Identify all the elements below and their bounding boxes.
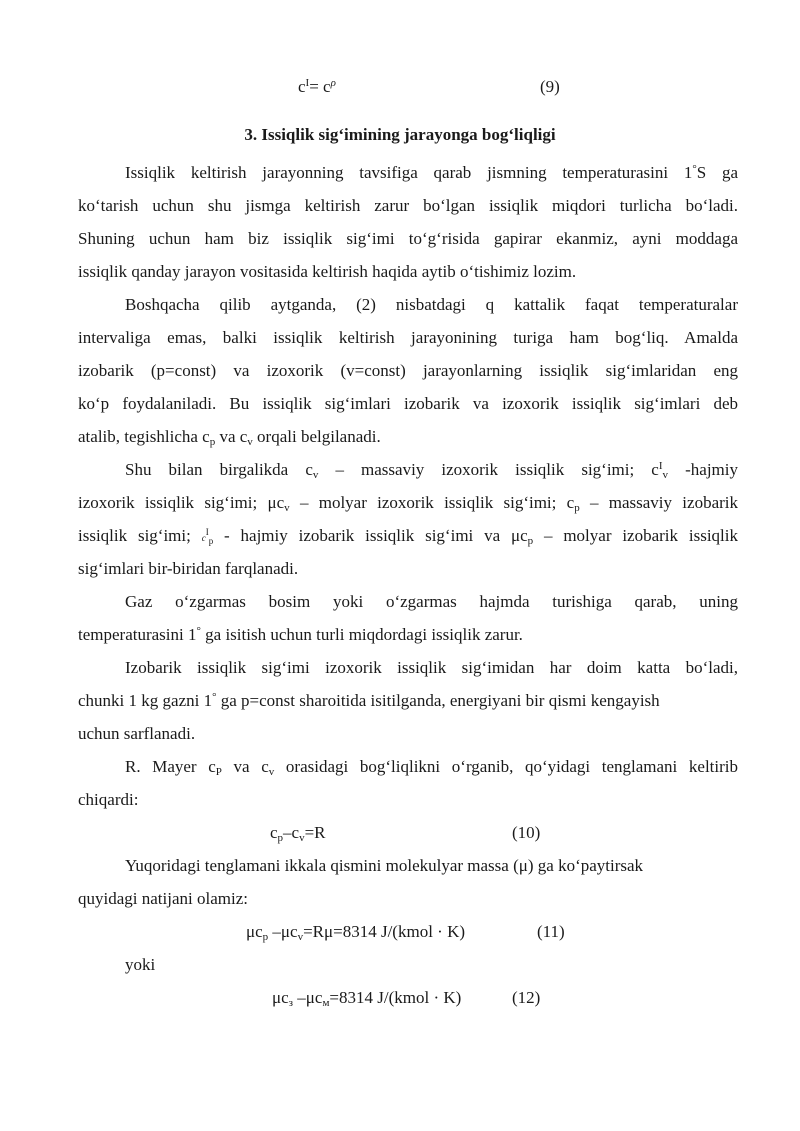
p6-line-2: chiqardi:: [78, 790, 139, 809]
p5-line-1: Izobarik issiqlik sig‘imi izoxorik issiqlik sig‘imidan har doim katta bo‘ladi,: [125, 658, 738, 677]
p1-line-1: Issiqlik keltirish jarayonning tavsifiga qarab jismning temperaturasini 1°S ga: [125, 163, 738, 182]
p3-line-3: issiqlik sig‘imi; $c^I_p$ - hajmiy izobarik issiqlik sig‘imi va $\mu c_p$ – molyar izobarik issiqlik: [78, 526, 738, 547]
p2-line-5: atalib, tegishlicha $c_p$ va $c_v$ orqali belgilanadi.: [78, 427, 381, 448]
p5-line-2: chunki 1 kg gazni 1° ga p=const sharoitida isitilganda, energiyani bir qismi kengayish: [78, 691, 660, 710]
equation-11-number: (11): [537, 922, 565, 941]
equation-12-number: (12): [512, 988, 541, 1007]
p1-line-2: ko‘tarish uchun shu jismga keltirish zarur bo‘lgan issiqlik miqdori turlicha bo‘ladi.: [78, 196, 738, 215]
p5-line-3: uchun sarflanadi.: [78, 724, 196, 743]
yoki-text: yoki: [125, 955, 156, 974]
p4-line-1: Gaz o‘zgarmas bosim yoki o‘zgarmas hajmda turishiga qarab, uning: [125, 592, 738, 611]
p7-line-1: Yuqoridagi tenglamani ikkala qismini molekulyar massa (μ) ga ko‘paytirsak: [125, 856, 644, 875]
p2-line-1: Boshqacha qilib aytganda, (2) nisbatdagi q kattalik faqat temperaturalar: [125, 295, 738, 314]
equation-12: $\mu c_з$ $-\mu c_м=8314$ J/(kmol · K): [272, 988, 462, 1009]
p1-line-4: issiqlik qanday jarayon vositasida keltirish haqida aytib o‘tishimiz lozim.: [78, 262, 577, 281]
p6-line-1: R. Mayer $c_P$ va $c_v$ orasidagi bog‘liqlikni o‘rganib, qo‘yidagi tenglamani keltirib: [125, 757, 739, 778]
p3-line-1: Shu bilan birgalikda $c_v$ – massaviy izoxorik issiqlik sig‘imi; $c^I_v$ -hajmiy: [125, 460, 738, 481]
equation-9: [298, 76, 336, 98]
p1-line-3: Shuning uchun ham biz issiqlik sig‘imi to‘g‘risida gapirar ekanmiz, ayni moddaga: [78, 229, 738, 248]
equation-11: $\mu c_p$ $-\mu c_v=R\mu=8314$ J/(kmol · K): [246, 922, 466, 943]
equation-10: $c_p-c_v=R$: [270, 823, 326, 844]
eq9-sup: I: [305, 77, 310, 89]
p4-line-2: temperaturasini 1° ga isitish uchun turli miqdordagi issiqlik zarur.: [78, 625, 523, 644]
p2-line-2: intervaliga emas, balki issiqlik keltirish jarayonining turiga ham bog‘liq. Amalda: [78, 328, 738, 347]
eq9-rho: ρ: [330, 77, 336, 89]
eq9-c: c: [298, 77, 306, 96]
eq9-rhs: = c: [309, 77, 331, 96]
equation-10-number: (10): [512, 823, 541, 842]
section-title: 3. Issiqlik sig‘imining jarayonga bog‘liqligi: [244, 125, 556, 144]
p3-line-4: sig‘imlari bir-biridan farqlanadi.: [78, 559, 299, 578]
p2-line-3: izobarik (p=const) va izoxorik (v=const) jarayonlarning issiqlik sig‘imlaridan eng: [78, 361, 738, 380]
p2-line-4: ko‘p foydalaniladi. Bu issiqlik sig‘imlari izobarik va izoxorik issiqlik sig‘imlari deb: [78, 394, 738, 413]
p3-line-2: izoxorik issiqlik sig‘imi; $\mu c_v$ – molyar izoxorik issiqlik sig‘imi; $c_p$ – massaviy izobarik: [78, 493, 738, 514]
equation-9-number: (9): [540, 77, 560, 96]
p7-line-2: quyidagi natijani olamiz:: [78, 889, 248, 908]
